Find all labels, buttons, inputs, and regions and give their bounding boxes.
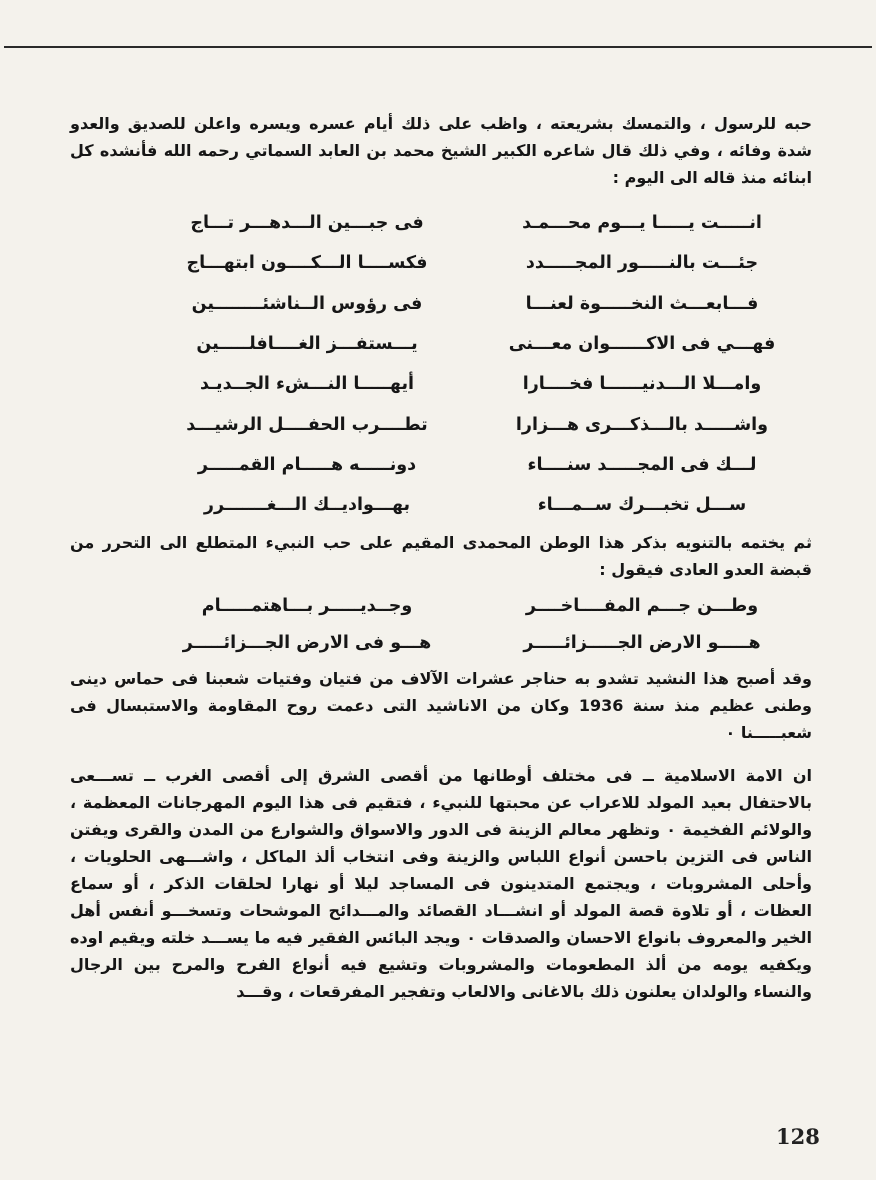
verse-first-hemistich: وامـــلا الـــدنيــــــا فخــــارا <box>522 374 762 395</box>
intro-paragraph: حبه للرسول ، والتمسك بشريعته ، واظب على ذلك أيام عسره ويسره واعلن للصديق والعدو شدة وفائه ، وفي ذلك قال شاعره الكبير الشيخ محمد بن العابد السماتي رحمه الله فأنشده كل ابنائه منذ قاله الى اليوم : <box>70 114 812 187</box>
verse-first-hemistich: وطـــن جـــم المفــــاخــــر <box>525 595 759 616</box>
verse-line <box>70 587 812 624</box>
verse-second-hemistich: أيهـــــا النـــشء الجــديـد <box>199 374 415 395</box>
verse-second-hemistich: هـــو فى الارض الجـــزائـــــر <box>182 632 432 653</box>
verse-line <box>70 404 812 444</box>
body-paragraph: ان الامة الاسلامية ــ فى مختلف أوطانها من أقصى الشرق إلى أقصى الغرب ــ تســـعى بالاحتفال بعيد المولد للاعراب عن محبتها للنبيء ، فتقيم فى هذا اليوم المهرجانات المعظمة ، والولائم الفخيمة ٠ وتظهر معالم الزينة فى الدور والاسواق والشوارع من المدن والقرى ويفتن الناس فى التزين باحسن أنواع اللباس والزينة وفى انتخاب ألذ الماكل ، واشـــهى الحلويات ، وأحلى المشروبات ، ويجتمع المتدينون فى المساجد ليلا أو نهارا لحلقات الذكر ، أو سماع العظات ، أو تلاوة قصة المولد أو انشـــاد القصائد والمـــدائح الموشحات وتسخـــو أنفس أهل الخير والمعروف بانواع الاحسان والصدقات ٠ ويجد البائس الفقير فيه ما يســـد خلته ويقيم اوده ويكفيه يومه من ألذ المطعومات والمشروبات وتشيع فيه أنواع الفرح والمرح بين الرجال والنساء والولدان يعلنون ذلك بالاغانى والالعاب وتفجير المفرقعات ، وقـــد <box>70 766 813 1002</box>
verse-line <box>70 324 812 364</box>
verse-second-hemistich: فى رؤوس الــناشئــــــــين <box>191 293 423 314</box>
verse-second-hemistich: وجــديـــــر بـــاهتمـــــام <box>201 595 413 616</box>
verse-first-hemistich: فهـــي فى الاكــــــوان معـــنى <box>508 334 776 355</box>
verse-first-hemistich: هـــــو الارض الجـــــزائـــــر <box>523 632 761 653</box>
verse-line <box>70 485 812 525</box>
verse-first-hemistich: جئـــت بالنـــــور المجـــــدد <box>525 253 759 274</box>
verse-first-hemistich: واشـــــد بالـــذكـــرى هـــزارا <box>515 414 769 435</box>
verse-second-hemistich: فكســــا الـــكــــون ابتهـــاج <box>186 253 428 274</box>
top-border-line <box>4 46 872 48</box>
verse-second-hemistich: تطــــرب الحفــــل الرشيـــد <box>186 414 428 435</box>
verse-line <box>70 445 812 485</box>
verse-line <box>70 284 812 324</box>
page-number: 128 <box>776 1124 820 1149</box>
homeland-verses <box>70 587 812 661</box>
verse-first-hemistich: انـــــت يـــــا يـــوم محـــمـد <box>522 213 762 234</box>
verse-first-hemistich: لـــك فى المجـــــد سنــــاء <box>527 454 757 475</box>
verse-second-hemistich: دونـــــه هـــــام القمـــــر <box>197 454 417 475</box>
verse-line <box>70 243 812 283</box>
verse-second-hemistich: فى جبـــين الـــدهـــر تـــاج <box>190 213 424 234</box>
verse-first-hemistich: ســـل تخبـــرك ســمـــاء <box>537 495 747 516</box>
verse-second-hemistich: بهـــواديــك الـــغـــــــرر <box>203 495 411 516</box>
transition-paragraph: ثم يختمه بالتنويه بذكر هذا الوطن المحمدى المقيم على حب النبيء المتطلع الى التحرر من قبضة العدو العادى فيقول : <box>70 533 812 580</box>
verse-line <box>70 203 812 243</box>
page-body <box>70 110 812 1005</box>
poem-verses <box>70 203 812 525</box>
verse-second-hemistich: يـــستفـــز الغــــافلـــــين <box>196 334 418 355</box>
verse-first-hemistich: فـــابعـــث النخـــــوة لعنـــا <box>525 293 759 314</box>
verse-line <box>70 364 812 404</box>
body-paragraph: وقد أصبح هذا النشيد تشدو به حناجر عشرات الآلاف من فتيان وفتيات شعبنا فى حماس دينى وطنى عظيم منذ سنة 1936 وكان من الاناشيد التى دعمت روح المقاومة والاستبسال فى شعبـــــنا ٠ <box>70 669 813 743</box>
verse-line <box>70 624 812 661</box>
